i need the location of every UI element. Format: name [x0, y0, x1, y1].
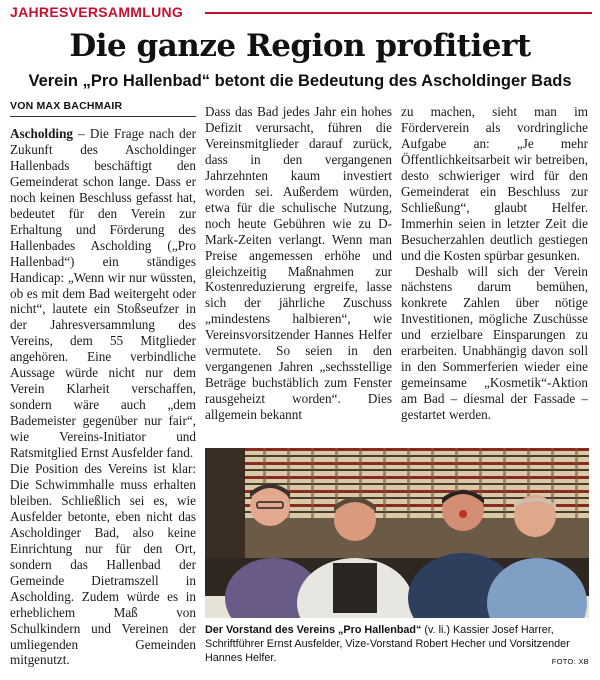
section-kicker: JAHRESVERSAMMLUNG [10, 4, 184, 20]
paragraph-1 [10, 126, 196, 461]
subheadline: Verein „Pro Hallenbad“ betont die Bedeutung des Ascholdinger Bads [28, 72, 572, 90]
article-column-1 [10, 126, 196, 668]
caption-lead: Der Vorstand des Vereins „Pro Hallenbad“ [205, 624, 422, 636]
paragraph-5: Deshalb will sich der Verein nächstens darum bemühen, konkrete Zahlen über nötige Investitionen, mögliche Zuschüsse und erzielbare Einsparungen zu erarbeiten. Unabhängig davon soll in den Sommerferien wieder eine gemeinsame „Kosmetik“-Aktion am Bad – diesmal der Fassade – gestartet werden. [401, 263, 588, 423]
paragraph-2: Die Position des Vereins ist klar: Die Schwimmhalle muss erhalten bleiben. Schließlich sei es, wie Ausfelder betonte, eben nicht das Ascholdinger Bad, also keine Einrichtung nur für den Ort, sondern das Hallenbad der Gemeinde Dietramszell in Ascholding. Zudem würde es in erheblichem Maß von Schulkindern und Vereinen der umliegenden Gemeinden mitgenutzt. [10, 461, 196, 668]
headline: Die ganze Region profitiert [69, 28, 531, 64]
paragraph-1-text: – Die Frage nach der Zukunft des Ascholdinger Hallenbads beschäftigt den Gemeinderat schon lange. Dass er noch keinen Beschluss gefasst hat, bedeutet für den Verein zur Erhaltung und Förderung des Hallenbades Ascholding („Pro Hallenbad“) ein ständiges Handicap: „Wenn wir nur wüssten, ob es mit dem Bad weitergeht oder nicht“, lautete ein Stoßseufzer in der Jahresversammlung des Vereins, dem 55 Mitglieder angehören. Eine verbindliche Aussage würde nicht nur dem Verein Klarheit verschaffen, sondern wäre auch „dem Bademeister gegenüber nur fair“, wie Vereins-Initiator und Ratsmitglied Ernst Ausfelder fand. [10, 126, 196, 461]
photo-credit: FOTO: XB [551, 657, 589, 666]
byline-rule [10, 116, 196, 117]
photo-caption [205, 623, 589, 669]
caption-text: (v. li.) Kassier Josef Harrer, Schriftführer Ernst Ausfelder, Vize-Vorstand Robert Hecher und Vorsitzender Hannes Helfer. [205, 624, 570, 664]
byline: VON MAX BACHMAIR [10, 100, 123, 112]
article-column-2 [205, 104, 392, 423]
paragraph-4: zu machen, sieht man im Förderverein als vordringliche Aufgabe an: „Je mehr Öffentlichkeitsarbeit wir betreiben, desto schwieriger wird für den Gemeinderat ein Beschluss zur Schließung“, glaubt Helfer. Immerhin seien in letzter Zeit die Besucherzahlen deutlich gestiegen und die Kosten spürbar gesunken. [401, 104, 588, 263]
paragraph-3: Dass das Bad jedes Jahr ein hohes Defizit verursacht, führen die Vereinsmitglieder darauf zurück, dass in den vergangenen Jahrzehnten kaum investiert worden sei. Außerdem würden, etwa für die schulische Nutzung, noch heute Gebühren wie zu D-Mark-Zeiten verlangt. Wenn man Preise angemessen erhöhe und gleichzeitig Maßnahmen zur Kostenreduzierung ergreife, lasse sich der jährliche Zuschuss „mindestens halbieren“, wie Vereinsvorsitzender Hannes Helfer vermutete. So seien in den vergangenen Jahren „sechsstellige Beträge buchstäblich zum Fenster rausgeheizt worden“. Dies allgemein bekannt [205, 104, 392, 423]
lead-place: Ascholding [10, 126, 74, 141]
group-photo [205, 448, 589, 618]
article-column-3 [401, 104, 588, 423]
kicker-rule [205, 12, 592, 14]
